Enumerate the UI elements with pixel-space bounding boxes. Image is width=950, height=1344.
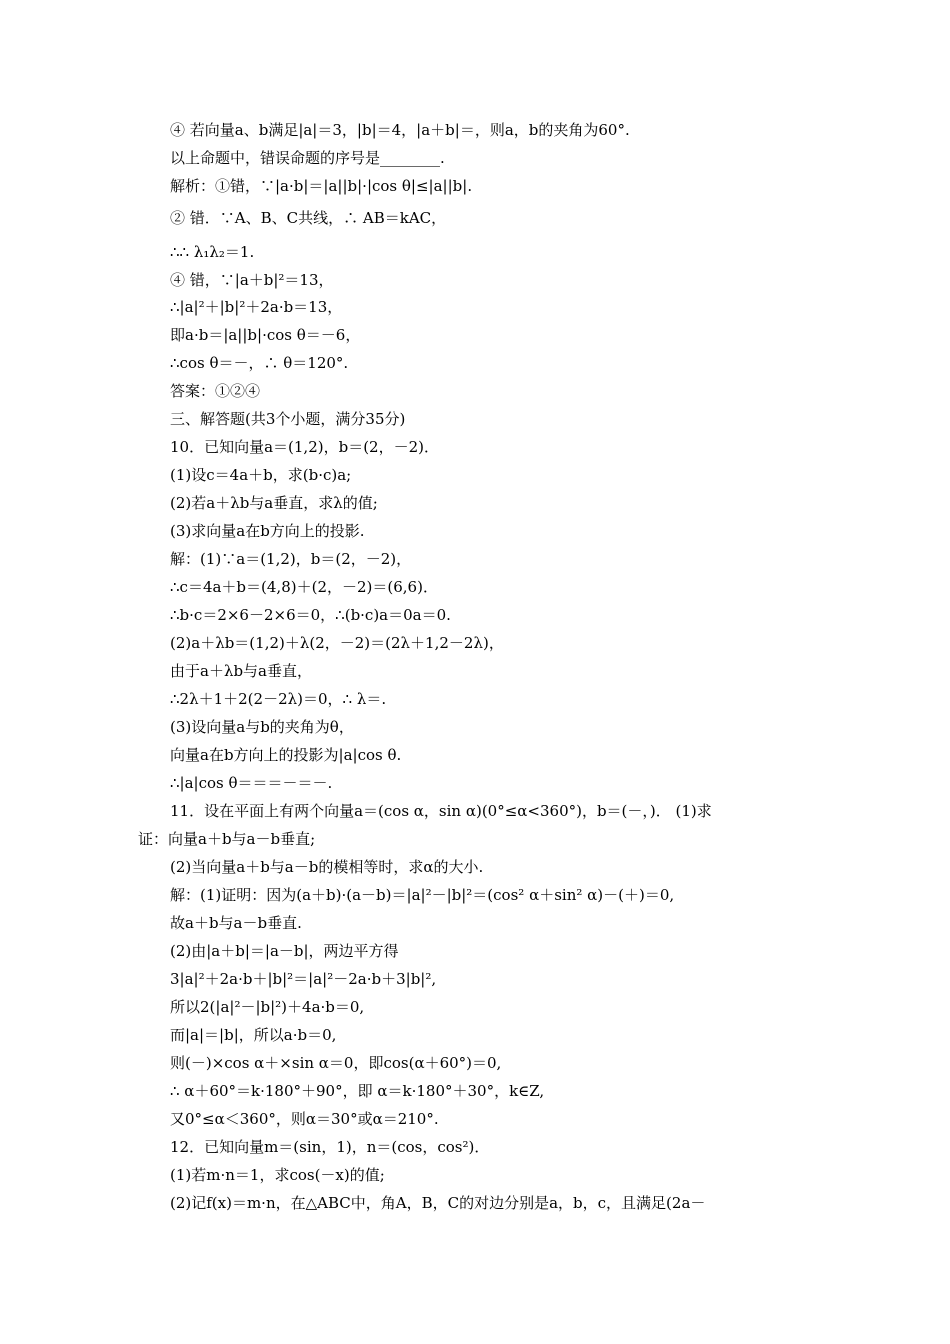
text-line: 12．已知向量m＝(sin，1)，n＝(cos，cos²)． [170,1138,490,1156]
text-line: (2)若a＋λb与a垂直，求λ的值; [170,494,378,512]
text-line: (2)当向量a＋b与a－b的模相等时，求α的大小. [170,858,484,876]
text-line: 解：(1)证明：因为(a＋b)·(a－b)＝|a|²－|b|²＝(cos² α＋sin² α)－(＋)＝0, [170,886,675,904]
text-line: 则(－)×cos α＋×sin α＝0，即cos(α＋60°)＝0, [170,1054,502,1072]
text-line: 证：向量a＋b与a－b垂直; [138,830,316,848]
text-line: 3|a|²＋2a·b＋|b|²＝|a|²－2a·b＋3|b|², [170,970,437,988]
text-line: ∴2λ＋1＋2(2－2λ)＝0，∴ λ＝. [170,690,387,708]
text-line: 所以2(|a|²－|b|²)＋4a·b＝0, [170,998,365,1016]
text-line: ∴c＝4a＋b＝(4,8)＋(2，－2)＝(6,6)． [170,578,438,596]
text-line: 由于a＋λb与a垂直， [170,662,312,680]
text-line: 11．设在平面上有两个向量a＝(cos α，sin α)(0°≤α<360°)，b＝(－，)． (1)求 [170,802,712,820]
text-line: 三、解答题(共3个小题，满分35分) [170,410,406,428]
text-line: 解析：①错，∵|a·b|＝|a||b|·|cos θ|≤|a||b|. [170,177,473,195]
text-line: (3)求向量a在b方向上的投影. [170,522,365,540]
text-line: 答案：①②④ [170,382,261,400]
text-line: 以上命题中，错误命题的序号是________. [170,149,445,167]
text-line: ∴cos θ＝－，∴ θ＝120°. [170,354,349,372]
text-line: ∴ α＋60°＝k·180°＋90°，即 α＝k·180°＋30°，k∈Z, [170,1082,545,1100]
text-line: ∴b·c＝2×6－2×6＝0，∴(b·c)a＝0a＝0. [170,606,451,624]
text-line: 10．已知向量a＝(1,2)，b＝(2，－2)． [170,438,439,456]
text-line: ④ 错，∵|a＋b|²＝13， [170,271,334,289]
text-line: 故a＋b与a－b垂直. [170,914,302,932]
text-line: (2)由|a＋b|＝|a－b|，两边平方得 [170,942,399,960]
text-line: ② 错．∵A、B、C共线，∴ AB＝kAC， [170,209,447,227]
text-line: (1)设c＝4a＋b，求(b·c)a; [170,466,352,484]
text-line: 即a·b＝|a||b|·cos θ＝－6， [170,326,361,344]
text-line: ∴|a|²＋|b|²＋2a·b＝13， [170,298,343,316]
text-line: (2)记f(x)＝m·n，在△ABC中，角A，B，C的对边分别是a，b，c，且满足(2a－ [170,1194,706,1212]
text-line: 向量a在b方向上的投影为|a|cos θ. [170,746,402,764]
text-line: (2)a＋λb＝(1,2)＋λ(2，－2)＝(2λ＋1,2－2λ)， [170,634,504,652]
text-line: (1)若m·n＝1，求cos(－x)的值; [170,1166,385,1184]
text-line: 而|a|＝|b|，所以a·b＝0, [170,1026,337,1044]
text-line: ④ 若向量a、b满足|a|＝3，|b|＝4，|a＋b|＝，则a，b的夹角为60°. [170,121,630,139]
text-line: ∴|a|cos θ＝＝＝－＝－. [170,774,333,792]
text-line: ∴∴ λ₁λ₂＝1. [170,243,255,261]
text-line: 又0°≤α＜360°，则α＝30°或α＝210°. [170,1110,439,1128]
text-line: 解：(1)∵a＝(1,2)，b＝(2，－2)， [170,550,412,568]
text-line: (3)设向量a与b的夹角为θ， [170,718,354,736]
